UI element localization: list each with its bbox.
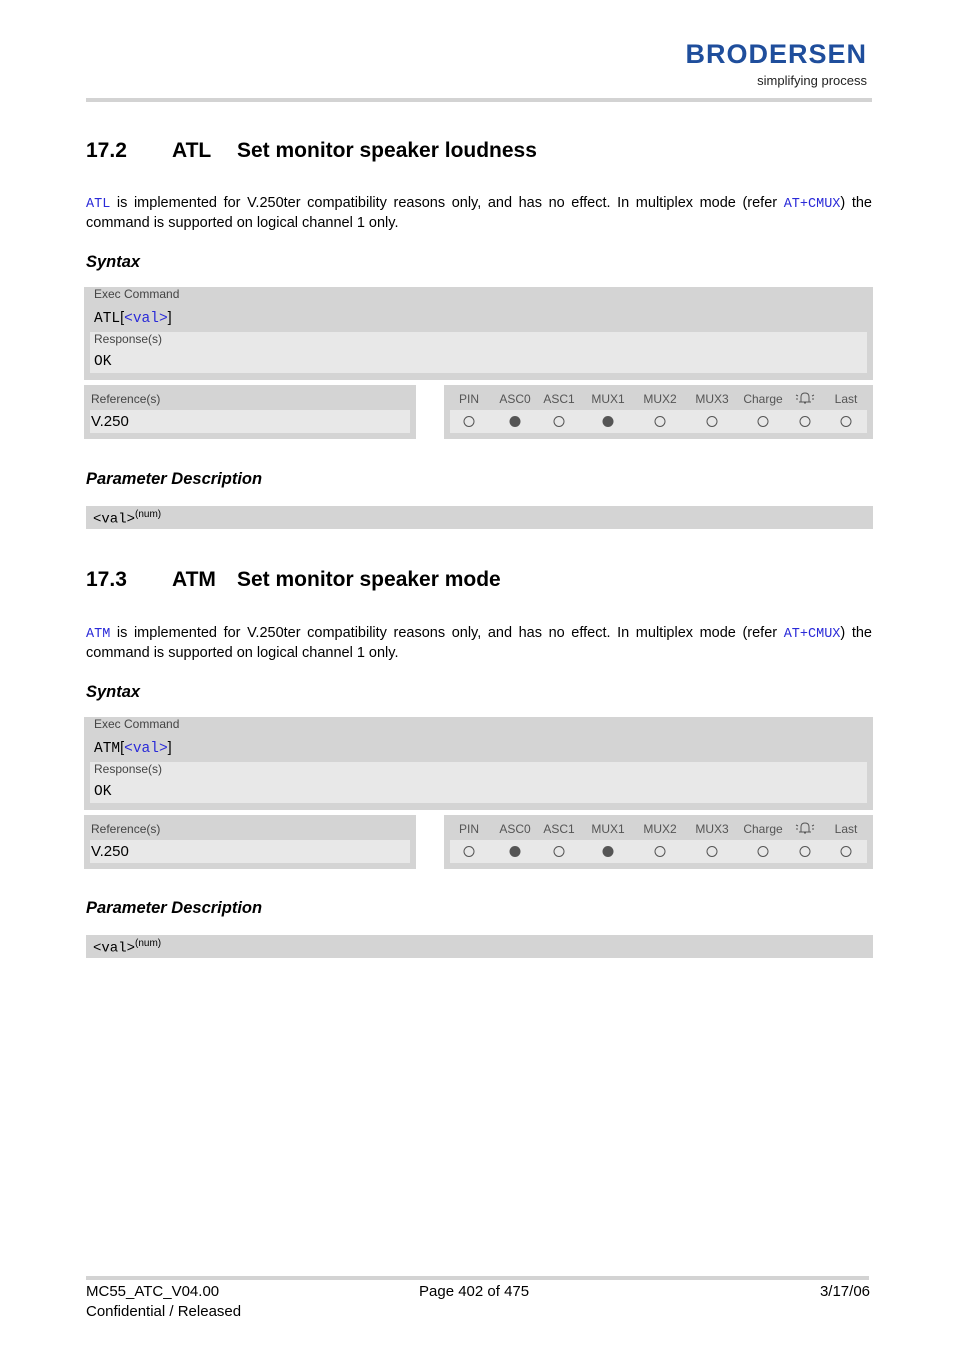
section-heading — [86, 139, 537, 163]
flag-label-mux3: MUX3 — [695, 392, 729, 406]
reference-label: Reference(s) — [91, 392, 161, 406]
flag-mux3-off-indicator — [707, 846, 718, 857]
flag-label-mux1: MUX1 — [591, 822, 625, 836]
exec-bracket-close: ] — [167, 310, 172, 326]
flag-last-off-indicator — [841, 846, 852, 857]
response-value: OK — [94, 354, 112, 370]
parameter-name — [93, 509, 161, 528]
section-intro — [86, 624, 872, 663]
parameter-type: (num) — [135, 509, 162, 520]
exec-bracket-close: ] — [167, 740, 172, 756]
flag-label-asc1: ASC1 — [543, 822, 575, 836]
flags-table — [444, 815, 873, 869]
flag-label-mux2: MUX2 — [643, 822, 677, 836]
flag-label-mux3: MUX3 — [695, 822, 729, 836]
footer-divider — [86, 1276, 869, 1280]
header-divider — [86, 98, 872, 102]
flag-label-last: Last — [834, 392, 858, 406]
flag-charge-off-indicator — [758, 846, 769, 857]
flag-label-asc0: ASC0 — [499, 822, 531, 836]
flag-mux1-on-indicator — [603, 846, 614, 857]
flags-values-row — [450, 410, 867, 433]
section-heading — [86, 568, 501, 592]
reference-value: V.250 — [90, 840, 410, 863]
flag-label-last: Last — [834, 822, 858, 836]
flag-label-charge: Charge — [743, 822, 783, 836]
section-number: 17.3 — [86, 568, 127, 591]
section-intro — [86, 194, 872, 233]
response-box — [90, 332, 867, 373]
exec-bracket-open: [ — [120, 740, 125, 756]
section-title: Set monitor speaker mode — [237, 568, 501, 591]
flag-mux2-off-indicator — [655, 416, 666, 427]
val-param-link[interactable]: <val> — [124, 741, 168, 757]
flag-mux1-on-indicator — [603, 416, 614, 427]
flag-asc1-off-indicator — [554, 416, 565, 427]
exec-command-label: Exec Command — [94, 287, 180, 301]
parameter-name — [93, 938, 161, 957]
intro-text-end: ) the command is supported on logical channel 1 only. — [86, 195, 872, 231]
reference-box — [84, 385, 416, 439]
flag-label-pin: PIN — [458, 822, 480, 836]
bell-icon — [795, 821, 815, 840]
section-command: ATM — [172, 568, 216, 591]
syntax-heading: Syntax — [86, 683, 141, 701]
flag-asc0-on-indicator — [510, 846, 521, 857]
command-link[interactable]: ATM — [86, 627, 111, 642]
parameter-row — [86, 506, 873, 529]
exec-command-name: ATM — [94, 741, 121, 757]
syntax-table — [84, 717, 873, 810]
flag-mux3-off-indicator — [707, 416, 718, 427]
parameter-row — [86, 935, 873, 958]
brand-logo — [655, 40, 867, 88]
cmux-link[interactable]: AT+CMUX — [783, 197, 841, 212]
footer-doc-id: MC55_ATC_V04.00 — [86, 1283, 220, 1300]
flag-label-mux1: MUX1 — [591, 392, 625, 406]
flag-label-asc0: ASC0 — [499, 392, 531, 406]
response-label: Response(s) — [94, 762, 163, 776]
flag-label-pin: PIN — [458, 392, 480, 406]
logo-wordmark: BRODERSEN — [685, 39, 867, 69]
intro-text-end: ) the command is supported on logical channel 1 only. — [86, 625, 872, 661]
flag-pin-off-indicator — [464, 416, 475, 427]
flags-table — [444, 385, 873, 439]
response-value: OK — [94, 784, 112, 800]
cmux-link[interactable]: AT+CMUX — [783, 627, 841, 642]
footer-page-number: Page 402 of 475 — [419, 1283, 530, 1300]
exec-bracket-open: [ — [120, 310, 125, 326]
parameter-heading: Parameter Description — [86, 899, 263, 917]
flag-asc0-on-indicator — [510, 416, 521, 427]
command-link[interactable]: ATL — [86, 197, 111, 212]
response-box — [90, 762, 867, 803]
section-title: Set monitor speaker loudness — [237, 139, 537, 162]
flag-label-asc1: ASC1 — [543, 392, 575, 406]
reference-value: V.250 — [90, 410, 410, 433]
bell-icon — [795, 391, 815, 410]
response-label: Response(s) — [94, 332, 163, 346]
flag-asc1-off-indicator — [554, 846, 565, 857]
reference-label: Reference(s) — [91, 822, 161, 836]
parameter-heading: Parameter Description — [86, 470, 263, 488]
intro-text: is implemented for V.250ter compatibility reasons only, and has no effect. In multiplex mode (refer — [110, 195, 784, 211]
flag-bell-off-indicator — [800, 416, 811, 427]
flag-bell-off-indicator — [800, 846, 811, 857]
flag-charge-off-indicator — [758, 416, 769, 427]
parameter-name-text: <val> — [93, 940, 136, 957]
intro-text: is implemented for V.250ter compatibility reasons only, and has no effect. In multiplex mode (refer — [110, 625, 784, 641]
exec-command-label: Exec Command — [94, 717, 180, 731]
section-number: 17.2 — [86, 139, 127, 162]
footer-date: 3/17/06 — [819, 1283, 870, 1300]
exec-command-name: ATL — [94, 311, 121, 327]
syntax-table — [84, 287, 873, 380]
flags-values-row — [450, 840, 867, 863]
exec-command — [94, 740, 172, 757]
val-param-link[interactable]: <val> — [124, 311, 168, 327]
flag-label-charge: Charge — [743, 392, 783, 406]
flag-mux2-off-indicator — [655, 846, 666, 857]
section-command: ATL — [172, 139, 212, 162]
flag-label-mux2: MUX2 — [643, 392, 677, 406]
flag-pin-off-indicator — [464, 846, 475, 857]
footer-status: Confidential / Released — [86, 1303, 242, 1320]
syntax-heading: Syntax — [86, 253, 141, 271]
logo-tagline: simplifying process — [757, 73, 867, 88]
parameter-type: (num) — [135, 938, 162, 949]
flag-last-off-indicator — [841, 416, 852, 427]
exec-command — [94, 310, 172, 327]
parameter-name-text: <val> — [93, 511, 136, 528]
reference-box — [84, 815, 416, 869]
